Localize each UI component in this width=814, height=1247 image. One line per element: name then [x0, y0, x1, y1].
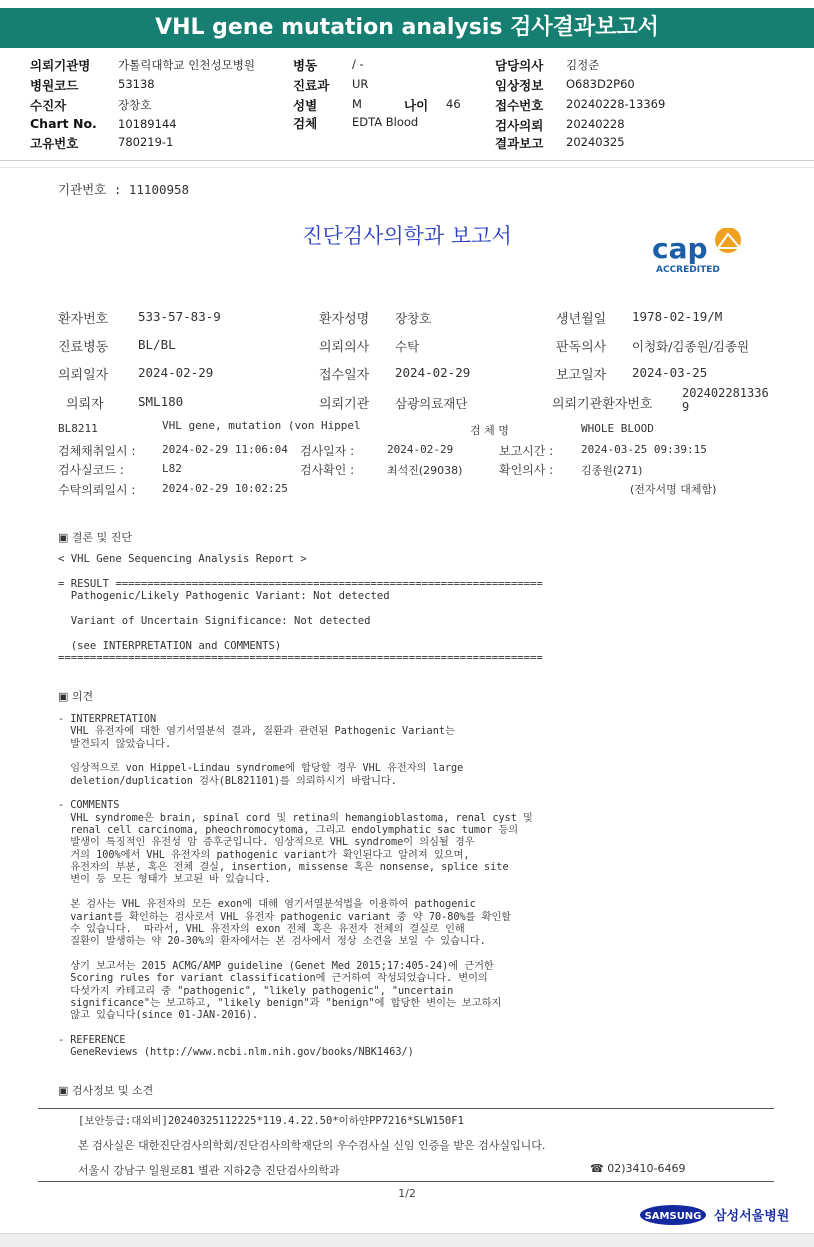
footer-divider-top: [38, 1108, 774, 1109]
samsung-hospital-logo: [640, 1200, 790, 1228]
label-clinical-info: 임상정보: [495, 78, 544, 93]
label-reading-doctor: 판독의사: [556, 340, 607, 355]
label-receipt-no: 접수번호: [495, 98, 544, 113]
svg-text:cap: cap: [652, 232, 708, 265]
value-received-date: 2024-02-29: [395, 365, 471, 380]
value-clinical-info: O683D2P60: [566, 77, 635, 91]
test-code: BL8211: [58, 422, 98, 435]
label-report-date: 보고일자: [556, 368, 607, 383]
value-test-request: 20240228: [566, 117, 625, 131]
value-report-time: 2024-03-25 09:39:15: [581, 443, 707, 456]
value-result-report: 20240325: [566, 135, 625, 149]
value-department: UR: [352, 77, 369, 91]
label-birthdate: 생년월일: [556, 312, 607, 327]
label-org-patient-no: 의뢰기관환자번호: [552, 397, 653, 412]
value-ordering-doctor: 수탁: [395, 339, 420, 354]
label-age: 나이: [404, 98, 429, 113]
label-specimen-name: 검 체 명: [470, 424, 509, 437]
value-requesting-org: 삼광의료재단: [395, 396, 468, 411]
value-collection-time: 2024-02-29 11:06:04: [162, 443, 288, 456]
value-request-date: 2024-02-29: [138, 365, 214, 380]
label-requesting-institution: 의뢰기관명: [30, 58, 91, 73]
document-title: 진단검사의학과 보고서: [302, 224, 512, 248]
certification-line: 본 검사실은 대한진단검사의학회/진단검사의학재단의 우수검사실 신임 인증을 받은 검사실입니다.: [78, 1139, 546, 1152]
value-report-date: 2024-03-25: [632, 365, 708, 380]
label-request-date: 의뢰일자: [58, 368, 109, 383]
value-requester: SML180: [138, 394, 184, 409]
value-chart-no: 10189144: [118, 117, 177, 131]
label-hospital-code: 병원코드: [30, 78, 79, 93]
value-ward: BL/BL: [138, 337, 176, 352]
value-lab-code: L82: [162, 462, 182, 475]
cap-accredited-logo: [648, 228, 758, 276]
label-received-time: 수탁의뢰일시 :: [58, 483, 136, 497]
label-attending-physician: 담당의사: [495, 58, 544, 73]
label-test-date: 검사일자 :: [300, 444, 355, 458]
value-org-patient-no: 2024022813369: [682, 386, 769, 414]
label-collection-time: 검체채취일시 :: [58, 444, 136, 458]
svg-text:ACCREDITED: ACCREDITED: [656, 265, 720, 275]
value-examinee: 장창호: [118, 98, 152, 112]
footer-divider-bottom: [38, 1181, 774, 1182]
label-specimen: 검체: [293, 116, 318, 131]
phone-line: ☎ 02)3410-6469: [590, 1162, 686, 1175]
page-bottom-band: [0, 1233, 814, 1247]
value-reading-doctor: 이청화/김종원/김종원: [632, 339, 750, 354]
value-ward: / -: [352, 57, 364, 71]
label-chart-no: Chart No.: [30, 116, 97, 131]
value-birthdate: 1978-02-19/M: [632, 309, 723, 324]
divider: [0, 160, 814, 168]
value-age: 46: [446, 97, 461, 111]
value-unique-no: 780219-1: [118, 135, 174, 149]
value-test-date: 2024-02-29: [387, 443, 454, 456]
institution-number: 기관번호 : 11100958: [58, 182, 190, 197]
request-info: [0, 56, 814, 156]
value-requesting-institution: 가톨릭대학교 인천성모병원: [118, 58, 255, 72]
label-ward: 병동: [293, 58, 318, 73]
value-received-time: 2024-02-29 10:02:25: [162, 482, 288, 495]
label-department: 진료과: [293, 78, 330, 93]
label-patient-no: 환자번호: [58, 312, 109, 327]
label-test-request: 검사의뢰: [495, 118, 544, 133]
section-test-info-title: ▣ 검사정보 및 소견: [58, 1084, 154, 1097]
svg-text:SAMSUNG: SAMSUNG: [644, 1211, 702, 1222]
opinion-block: - INTERPRETATION VHL 유전자에 대한 염기서열분석 결과, 질환과 관련된 Pathogenic Variant는 발견되지 않았습니다. 임상적으로 von Hippel-Lindau syndrome에 합당할 경우 VHL 유전자의 large deletion/duplication 검사(BL821101)를 의뢰하시기 바랍니다. - COMMENTS VHL syndrome은 brain, spinal cord 및 retina의 hemangioblastoma, renal cyst 및 renal cell carcinoma, pheochromocytoma, 그리고 endolymphatic sac tumor 등의 발생이 특징적인 유전성 암 증후군입니다. 임상적으로 VHL syndrome이 의심될 경우 거의 100%에서 VHL 유전자의 pathogenic variant가 확인된다고 알려져 있으며, 유전자의 부분, 혹은 전체 결실, insertion, missense 혹은 nonsense, splice site 변이 등 모든 형태가 보고된 바 있습니다. 본 검사는 VHL 유전자의 모든 exon에 대해 염기서열분석법을 이용하여 pathogenic variant를 확인하는 검사로서 VHL 유전자 pathogenic variant 중 약 70-80%를 확인할 수 있습니다. 따라서, VHL 유전자의 exon 전체 혹은 유전자 전체의 결실로 인해 질환이 발생하는 약 20-30%의 환자에서는 본 검사에서 정상 소견을 보일 수 있습니다. 상기 보고서는 2015 ACMG/AMP guideline (Genet Med 2015;17:405-24)에 근거한 Scoring rules for variant classification에 근거하여 작성되었습니다. 변이의 다섯가지 카테고리 중 "pathogenic", "likely pathogenic", "uncertain significance"는 보고하고, "likely benign"과 "benign"에 합당한 변이는 보고하지 않고 있습니다(since 01-JAN-2016). - REFERENCE GeneReviews (http://www.ncbi.nlm.nih.gov/books/NBK1463/): [58, 714, 533, 1059]
value-hospital-code: 53138: [118, 77, 155, 91]
value-attending-physician: 김정준: [566, 58, 600, 72]
svg-text:삼성서울병원: 삼성서울병원: [714, 1209, 790, 1224]
address-line: 서울시 강남구 일원로81 별관 지하2층 진단검사의학과: [78, 1164, 340, 1177]
result-block: < VHL Gene Sequencing Analysis Report > = RESULT =================================================================== Pathogenic/Likely Pathogenic Variant: Not detected Variant of Uncertain Significance: Not detected (see INTERPRETATION and COMMENTS) ============================================================================: [58, 553, 543, 665]
report-header: [0, 8, 814, 48]
page-number: 1/2: [398, 1187, 416, 1200]
value-confirm-doctor: 김종원(271): [581, 464, 643, 477]
label-received-date: 접수일자: [319, 368, 370, 383]
security-line: [보안등급:대외비]20240325112225*119.4.22.50*이하얀PP7216*SLW150F1: [78, 1115, 464, 1127]
value-specimen-name: WHOLE BLOOD: [581, 422, 654, 435]
label-ward: 진료병동: [58, 340, 109, 355]
value-patient-name: 장창호: [395, 311, 432, 326]
section-conclusion-title: ▣ 결론 및 진단: [58, 531, 133, 544]
value-sex: M: [352, 97, 362, 111]
label-examinee: 수진자: [30, 98, 67, 113]
label-unique-no: 고유번호: [30, 136, 79, 151]
value-test-confirm: 최석진(29038): [387, 464, 463, 477]
test-name: VHL gene, mutation (von Hippel: [162, 419, 361, 432]
value-patient-no: 533-57-83-9: [138, 309, 221, 324]
label-requester: 의뢰자: [66, 397, 104, 412]
label-patient-name: 환자성명: [319, 312, 370, 327]
label-ordering-doctor: 의뢰의사: [319, 340, 370, 355]
section-opinion-title: ▣ 의견: [58, 690, 94, 703]
value-specimen: EDTA Blood: [352, 115, 419, 129]
label-result-report: 결과보고: [495, 136, 544, 151]
label-confirm-doctor: 확인의사 :: [499, 463, 554, 477]
label-test-confirm: 검사확인 :: [300, 463, 355, 477]
signature-note: (전자서명 대체함): [630, 483, 717, 496]
label-report-time: 보고시간 :: [499, 444, 554, 458]
value-receipt-no: 20240228-13369: [566, 97, 666, 111]
label-sex: 성별: [293, 98, 318, 113]
label-requesting-org: 의뢰기관: [319, 397, 370, 412]
label-lab-code: 검사실코드 :: [58, 463, 124, 477]
report-title: VHL gene mutation analysis 검사결과보고서: [155, 15, 659, 40]
